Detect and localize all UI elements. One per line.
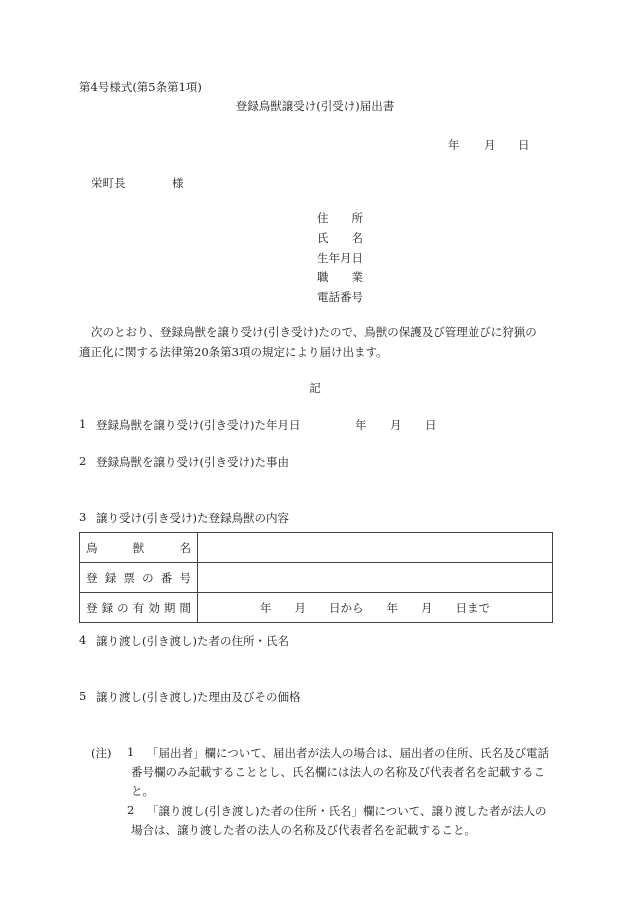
applicant-address-label: 住 所	[317, 211, 363, 225]
note1-number: 1	[127, 745, 135, 759]
item1-year-label: 年	[355, 418, 367, 432]
table-row	[80, 563, 553, 593]
ki-heading: 記	[309, 381, 321, 395]
item2-label: 登録鳥獣を譲り受け(引き受け)た事由	[96, 455, 289, 469]
notes-prefix: (注)	[91, 746, 112, 760]
item5-number: 5	[79, 689, 87, 703]
registration-number-cell[interactable]	[198, 563, 553, 593]
validity-period-header: 登録の有効期間	[80, 593, 198, 623]
item5-label: 譲り渡し(引き渡し)た理由及びその価格	[96, 690, 301, 704]
note2-line2: 場合は、譲り渡した者の法人の名称及び代表者名を記載すること。	[131, 823, 476, 837]
date-month-label: 月	[484, 138, 496, 152]
item1-day-label: 日	[425, 418, 437, 432]
animal-details-table	[79, 532, 553, 623]
note1-line2: 番号欄のみ記載することとし、氏名欄には法人の名称及び代表者名を記載するこ	[131, 765, 545, 779]
item3-number: 3	[79, 510, 87, 524]
item4-label: 譲り渡し(引き渡し)た者の住所・氏名	[96, 634, 289, 648]
body-text-line2: 適正化に関する法律第20条第3項の規定により届け出ます。	[79, 345, 388, 359]
validity-period-cell[interactable]: 年 月 日から 年 月 日まで	[198, 593, 553, 623]
item4-number: 4	[79, 633, 87, 647]
page-title: 登録鳥獣譲受け(引受け)届出書	[235, 99, 395, 113]
item1-month-label: 月	[390, 418, 402, 432]
table-row	[80, 533, 553, 563]
addressee-name: 栄町長	[91, 176, 126, 190]
date-year-label: 年	[448, 138, 460, 152]
addressee-honorific: 様	[172, 176, 184, 190]
applicant-birthdate-label: 生年月日	[317, 251, 363, 265]
form-number: 第4号様式(第5条第1項)	[79, 80, 202, 94]
body-text-line1: 次のとおり、登録鳥獣を譲り受け(引き受け)たので、鳥獣の保護及び管理並びに狩猟の	[91, 325, 537, 339]
item1-number: 1	[79, 417, 87, 431]
item1-label: 登録鳥獣を譲り受け(引き受け)た年月日	[96, 418, 301, 432]
applicant-occupation-label: 職 業	[317, 270, 363, 284]
animal-name-cell[interactable]	[198, 533, 553, 563]
applicant-name-label: 氏 名	[317, 231, 363, 245]
date-day-label: 日	[518, 138, 530, 152]
item3-label: 譲り受け(引き受け)た登録鳥獣の内容	[96, 511, 289, 525]
registration-number-header: 登録票の番号	[80, 563, 198, 593]
note2-line1: 「譲り渡し(引き渡し)た者の住所・氏名」欄について、譲り渡した者が法人の	[147, 804, 547, 818]
item2-number: 2	[79, 454, 87, 468]
note2-number: 2	[127, 803, 135, 817]
applicant-phone-label: 電話番号	[317, 290, 363, 304]
animal-name-header: 鳥獣名	[80, 533, 198, 563]
table-row	[80, 593, 553, 623]
note1-line3: と。	[131, 784, 154, 798]
note1-line1: 「届出者」欄について、届出者が法人の場合は、届出者の住所、氏名及び電話	[147, 746, 550, 760]
